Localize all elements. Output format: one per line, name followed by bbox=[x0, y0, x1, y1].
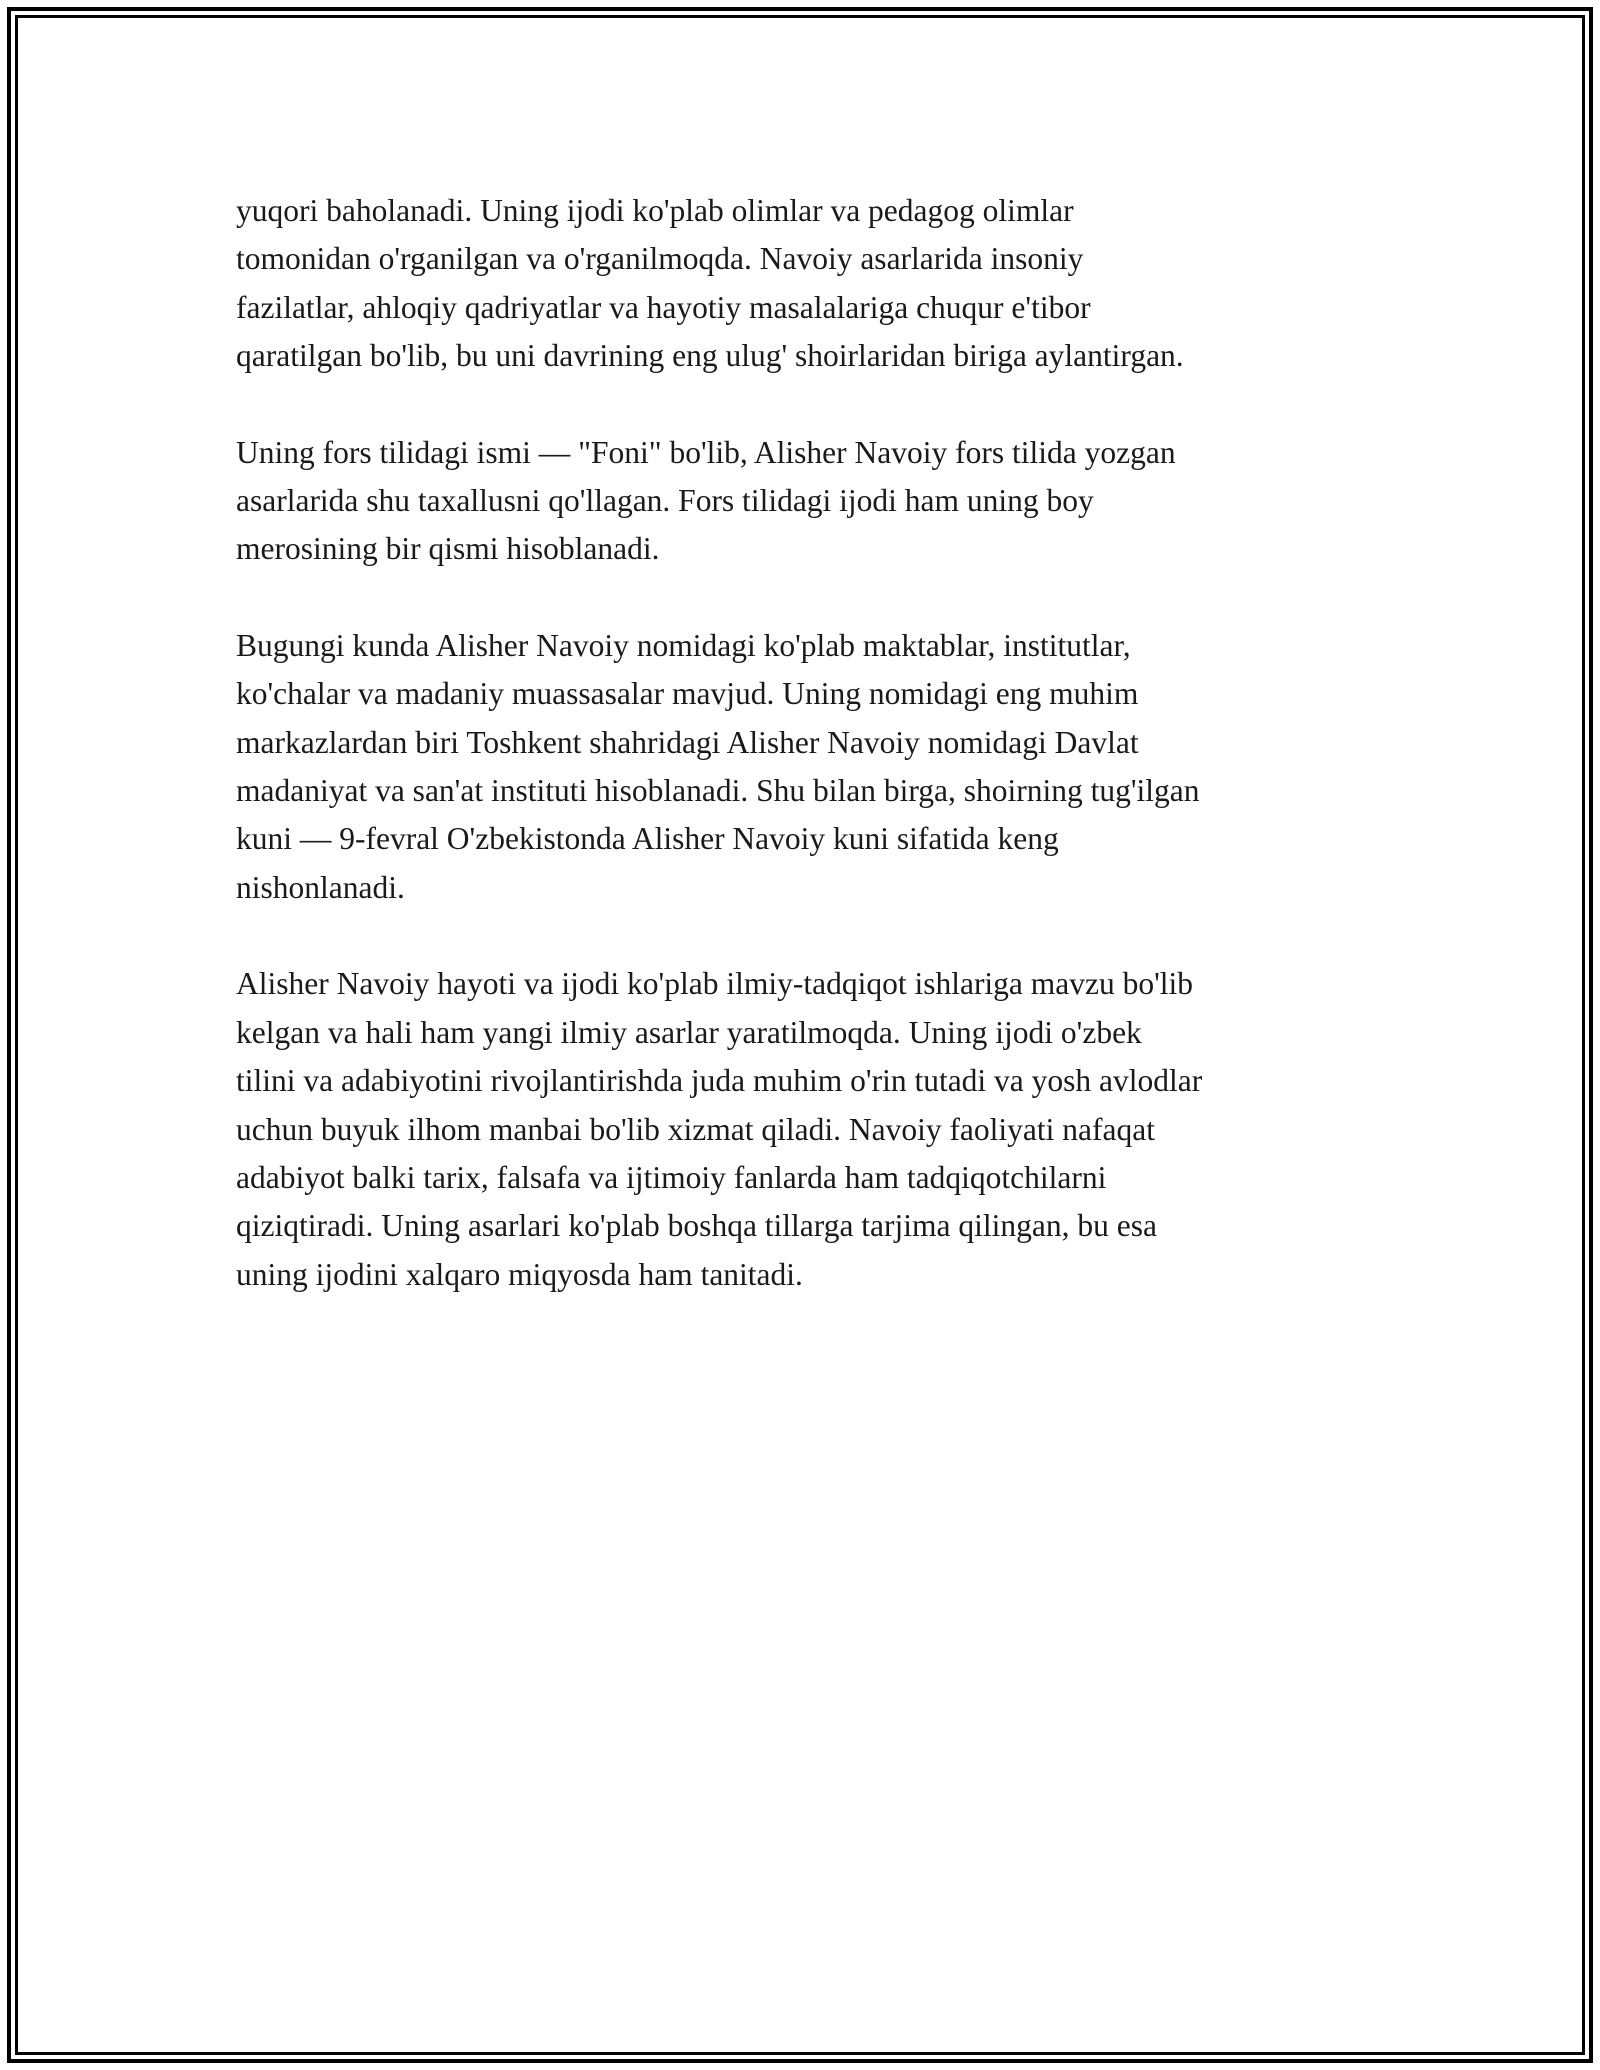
paragraph-4: Alisher Navoiy hayoti va ijodi ko'plab ilmiy-tadqiqot ishlariga mavzu bo'lib kelgan va hali ham yangi ilmiy asarlar yaratilmoqda. Uning ijodi o'zbek tilini va adabiyotini rivojlantirishda juda muhim o'rin tutadi va yosh avlodlar uchun buyuk ilhom manbai bo'lib xizmat qiladi. Navoiy faoliyati nafaqat adabiyot balki tarix, falsafa va ijtimoiy fanlarda ham tadqiqotchilarni qiziqtiradi. Uning asarlari ko'plab boshqa tillarga tarjima qilingan, bu esa uning ijodini xalqaro miqyosda ham tanitadi. bbox=[236, 966, 1203, 1292]
paragraph-1: yuqori baholanadi. Uning ijodi ko'plab olimlar va pedagog olimlar tomonidan o'rganilgan va o'rganilmoqda. Navoiy asarlarida insoniy fazilatlar, ahloqiy qadriyatlar va hayotiy masalalariga chuqur e'tibor qaratilgan bo'lib, bu uni davrining eng ulug' shoirlaridan biriga aylantirgan. bbox=[236, 193, 1184, 374]
document-body bbox=[236, 187, 1366, 1347]
paragraph-3: Bugungi kunda Alisher Navoiy nomidagi ko'plab maktablar, institutlar, ko'chalar va madaniy muassasalar mavjud. Uning nomidagi eng muhim markazlardan biri Toshkent shahridagi Alisher Navoiy nomidagi Davlat madaniyat va san'at instituti hisoblanadi. Shu bilan birga, shoirning tug'ilgan kuni — 9-fevral O'zbekistonda Alisher Navoiy kuni sifatida keng nishonlanadi. bbox=[236, 627, 1200, 905]
paragraph-2: Uning fors tilidagi ismi — "Foni" bo'lib, Alisher Navoiy fors tilida yozgan asarlarida shu taxallusni qo'llagan. Fors tilidagi ijodi ham uning boy merosining bir qismi hisoblanadi. bbox=[236, 434, 1176, 567]
